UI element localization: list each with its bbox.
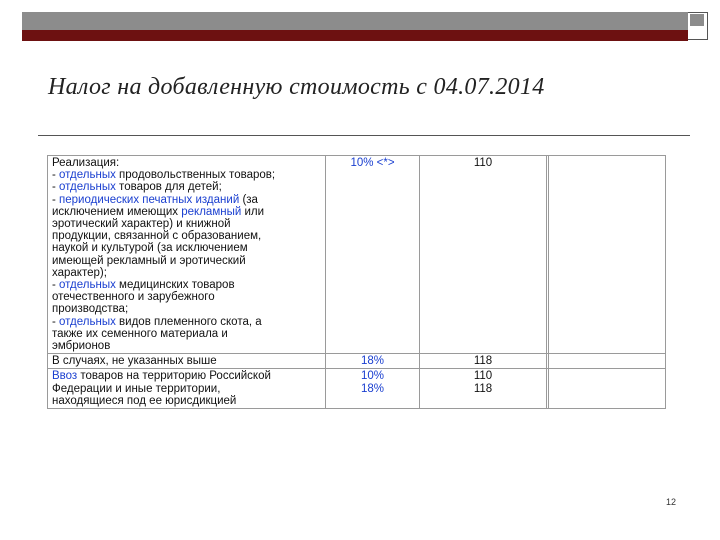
corner-decoration-fill: [690, 14, 704, 26]
top-accent-bar: [22, 30, 688, 41]
description-line: Реализация:: [52, 157, 120, 169]
tax-code: 118: [420, 354, 547, 369]
description-line: продукции, связанной с образованием,: [52, 230, 262, 243]
description-line: наукой и культурой (за исключением: [52, 242, 248, 255]
description-line: - отдельных товаров для детей;: [52, 181, 222, 194]
description-line: Ввоз товаров на территорию Российской: [52, 370, 271, 383]
empty-cell: [549, 156, 666, 354]
tax-code: 110 118: [420, 369, 547, 409]
description-line: - периодических печатных изданий (за: [52, 193, 258, 206]
description-line: характер);: [52, 266, 107, 279]
page-number: 12: [666, 497, 677, 507]
title-divider: [38, 135, 690, 136]
description-line: - отдельных продовольственных товаров;: [52, 169, 276, 182]
top-decorative-bar: [22, 12, 688, 30]
description-line: В случаях, не указанных выше: [52, 355, 217, 368]
tax-rate: 10% <*>: [326, 156, 420, 354]
description-line: Федерации и иные территории,: [52, 382, 221, 395]
vat-rates-table: [47, 155, 666, 409]
table-row: [48, 354, 666, 369]
tax-rate: 10% 18%: [326, 369, 420, 409]
description-line: эмбрионов: [52, 340, 111, 353]
description-line: производства;: [52, 303, 129, 316]
description-line: имеющей рекламный и эротический: [52, 254, 246, 267]
description-line: отечественного и зарубежного: [52, 291, 215, 304]
description-line: - отдельных видов племенного скота, а: [52, 315, 262, 328]
row-description: [48, 156, 326, 354]
tax-code: 110: [420, 156, 547, 354]
description-line: эротический характер) и книжной: [52, 218, 231, 231]
row-description: [48, 369, 326, 409]
tax-rate: 18%: [326, 354, 420, 369]
slide-title: Налог на добавленную стоимость с 04.07.2014: [48, 74, 545, 100]
table-row: [48, 369, 666, 409]
empty-cell: [549, 369, 666, 409]
description-line: - отдельных медицинских товаров: [52, 279, 235, 292]
empty-cell: [549, 354, 666, 369]
description-line: находящиеся под ее юрисдикцией: [52, 394, 237, 407]
table-row: [48, 156, 666, 354]
row-description: [48, 354, 326, 369]
description-line: исключением имеющих рекламный или: [52, 205, 265, 218]
description-line: также их семенного материала и: [52, 327, 228, 340]
